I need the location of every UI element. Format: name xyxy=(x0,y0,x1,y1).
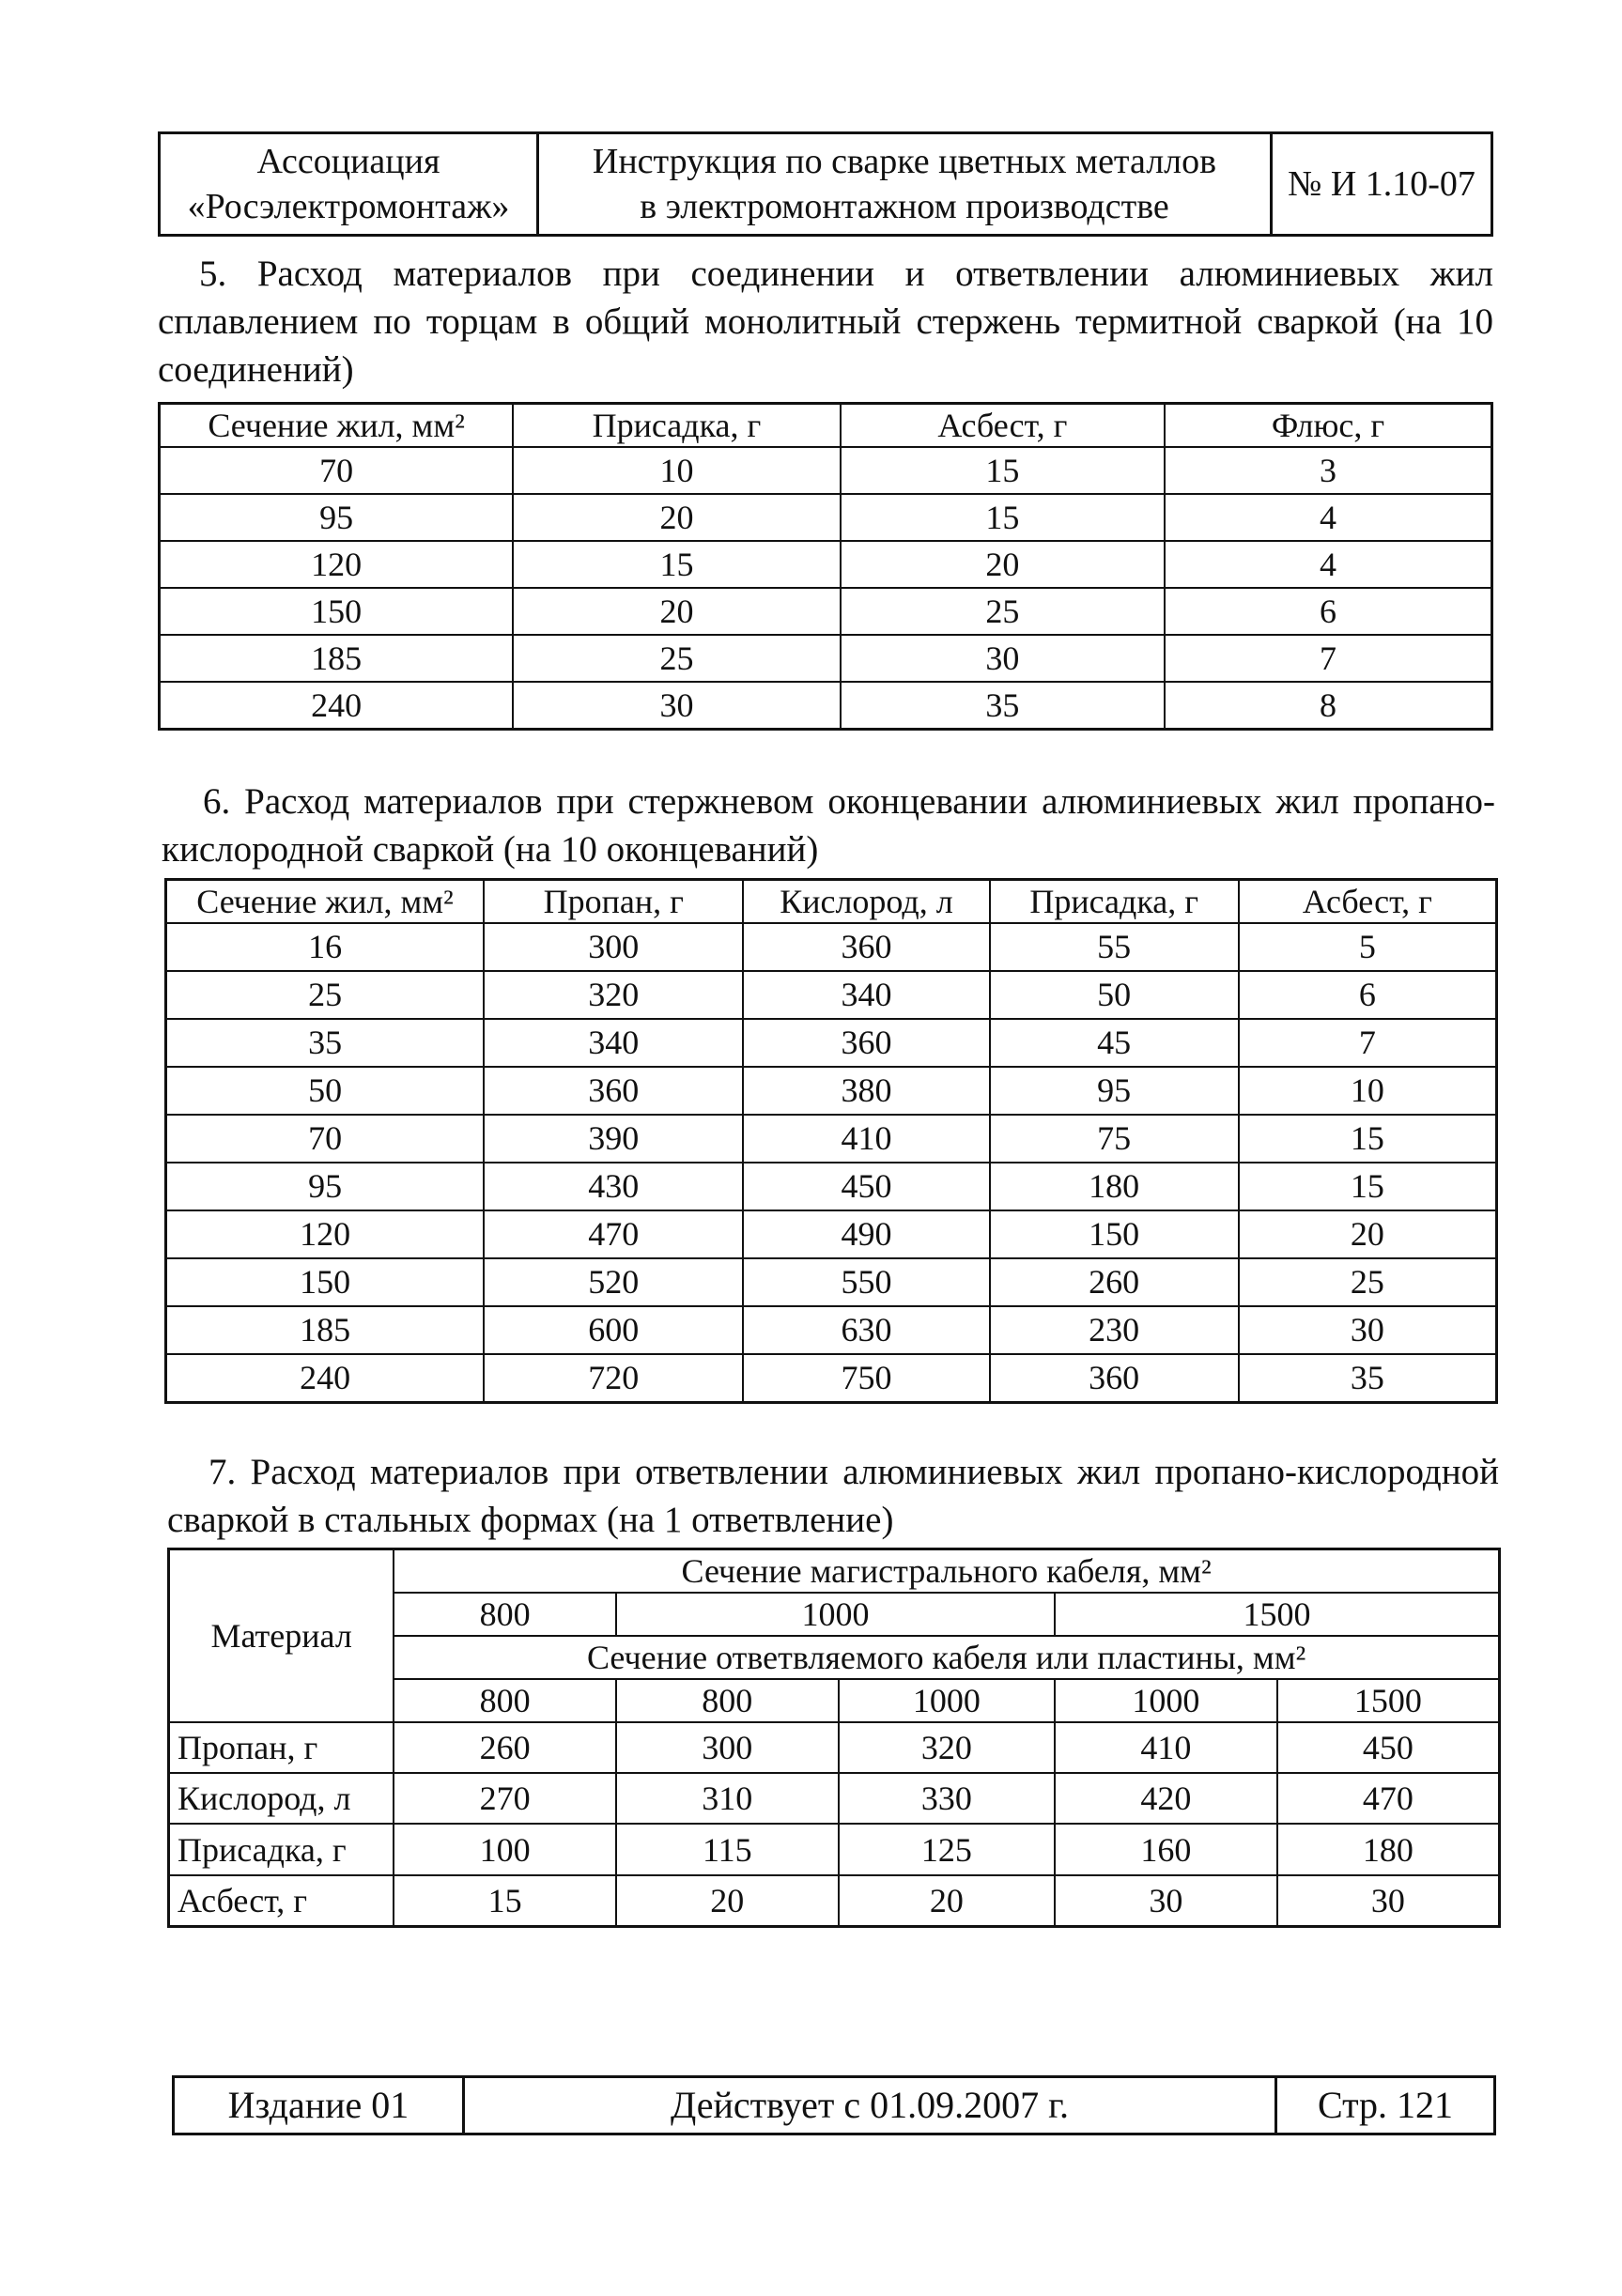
table-cell: 95 xyxy=(990,1067,1239,1115)
section-7-heading: 7. Расход материалов при ответвлении алюминиевых жил пропано-кислородной сваркой в стальных формах (на 1 ответвление) xyxy=(167,1452,1499,1540)
table-cell: 420 xyxy=(1055,1773,1277,1824)
edition-label: Издание 01 xyxy=(174,2077,464,2134)
table-cell: 15 xyxy=(1239,1163,1497,1210)
document-title-line-1: Инструкция по сварке цветных металлов xyxy=(592,142,1217,181)
table-cell: 120 xyxy=(166,1210,485,1258)
table-cell: 470 xyxy=(484,1210,743,1258)
table-cell: 20 xyxy=(616,1875,839,1927)
section-6-heading: 6. Расход материалов при стержневом оконцевании алюминиевых жил пропано-кислородной сваркой (на 10 оконцеваний) xyxy=(162,781,1495,870)
table-cell: 260 xyxy=(394,1722,616,1773)
branch-section-value: 800 xyxy=(616,1679,839,1722)
table-cell: 20 xyxy=(1239,1210,1497,1258)
table-cell: 240 xyxy=(166,1354,485,1403)
table-header-row xyxy=(166,880,1497,924)
table-row xyxy=(160,588,1492,635)
table-row xyxy=(169,1824,1500,1874)
table-cell: 490 xyxy=(743,1210,989,1258)
column-header: Асбест, г xyxy=(841,404,1165,448)
table-cell: 450 xyxy=(743,1163,989,1210)
main-cable-section-header: Сечение магистрального кабеля, мм² xyxy=(394,1549,1499,1594)
table-row xyxy=(166,1354,1497,1403)
section-5-table xyxy=(158,402,1493,731)
material-label: Присадка, г xyxy=(169,1824,394,1874)
table-cell: 450 xyxy=(1277,1722,1500,1773)
table-cell: 10 xyxy=(1239,1067,1497,1115)
table-cell: 410 xyxy=(1055,1722,1277,1773)
section-6-table xyxy=(164,878,1498,1404)
table-cell: 720 xyxy=(484,1354,743,1403)
organization-line-1: Ассоциация xyxy=(256,142,440,181)
table-row xyxy=(169,1722,1500,1773)
table-cell: 320 xyxy=(484,971,743,1019)
organization-name xyxy=(160,133,538,236)
section-5-heading: 5. Расход материалов при соединении и ответвлении алюминиевых жил сплавлением по торцам в общий монолитный стержень термитной сваркой (на 10 соединений) xyxy=(158,254,1493,390)
table-row xyxy=(160,447,1492,494)
document-footer xyxy=(172,2075,1496,2135)
table-cell: 100 xyxy=(394,1824,616,1874)
column-header: Присадка, г xyxy=(990,880,1239,924)
branch-section-value: 1500 xyxy=(1277,1679,1500,1722)
table-cell: 55 xyxy=(990,923,1239,971)
table-row xyxy=(169,1875,1500,1927)
table-cell: 380 xyxy=(743,1067,989,1115)
table-cell: 50 xyxy=(166,1067,485,1115)
table-cell: 310 xyxy=(616,1773,839,1824)
table-cell: 300 xyxy=(616,1722,839,1773)
table-row xyxy=(166,971,1497,1019)
table-cell: 360 xyxy=(484,1067,743,1115)
organization-line-2: «Росэлектромонтаж» xyxy=(187,187,510,226)
table-cell: 360 xyxy=(743,1019,989,1067)
section-6-table-body xyxy=(166,923,1497,1403)
column-header: Сечение жил, мм² xyxy=(160,404,514,448)
table-row xyxy=(166,1115,1497,1163)
table-row xyxy=(166,1019,1497,1067)
section-7-table-body xyxy=(169,1722,1500,1927)
main-section-value: 1000 xyxy=(616,1593,1055,1636)
table-cell: 185 xyxy=(166,1306,485,1354)
table-row xyxy=(166,1163,1497,1210)
table-row xyxy=(169,1773,1500,1824)
table-cell: 25 xyxy=(841,588,1165,635)
table-cell: 20 xyxy=(841,541,1165,588)
branch-cable-section-header: Сечение ответвляемого кабеля или пластины, мм² xyxy=(394,1636,1499,1679)
table-row xyxy=(166,1306,1497,1354)
table-cell: 300 xyxy=(484,923,743,971)
table-cell: 430 xyxy=(484,1163,743,1210)
document-title-line-2: в электромонтажном производстве xyxy=(640,187,1169,226)
table-cell: 20 xyxy=(513,588,840,635)
table-cell: 45 xyxy=(990,1019,1239,1067)
table-cell: 550 xyxy=(743,1258,989,1306)
table-cell: 160 xyxy=(1055,1824,1277,1874)
table-cell: 230 xyxy=(990,1306,1239,1354)
table-cell: 30 xyxy=(841,635,1165,682)
page-number: Стр. 121 xyxy=(1276,2077,1495,2134)
document-header xyxy=(158,131,1493,237)
table-header-row xyxy=(169,1549,1500,1594)
table-cell: 35 xyxy=(1239,1354,1497,1403)
table-cell: 150 xyxy=(160,588,514,635)
table-cell: 180 xyxy=(990,1163,1239,1210)
table-cell: 25 xyxy=(513,635,840,682)
table-row xyxy=(166,923,1497,971)
table-cell: 70 xyxy=(166,1115,485,1163)
table-cell: 4 xyxy=(1165,494,1491,541)
table-cell: 70 xyxy=(160,447,514,494)
table-cell: 4 xyxy=(1165,541,1491,588)
table-cell: 600 xyxy=(484,1306,743,1354)
table-row xyxy=(160,494,1492,541)
table-cell: 8 xyxy=(1165,682,1491,730)
table-cell: 30 xyxy=(1239,1306,1497,1354)
table-cell: 270 xyxy=(394,1773,616,1824)
table-cell: 150 xyxy=(990,1210,1239,1258)
material-label: Кислород, л xyxy=(169,1773,394,1824)
table-cell: 340 xyxy=(743,971,989,1019)
material-label: Асбест, г xyxy=(169,1875,394,1927)
table-cell: 25 xyxy=(166,971,485,1019)
table-cell: 125 xyxy=(839,1824,1055,1874)
table-cell: 150 xyxy=(166,1258,485,1306)
table-cell: 6 xyxy=(1239,971,1497,1019)
table-cell: 30 xyxy=(1277,1875,1500,1927)
table-cell: 15 xyxy=(1239,1115,1497,1163)
table-row xyxy=(160,541,1492,588)
table-row xyxy=(160,682,1492,730)
section-5-table-body xyxy=(160,447,1492,730)
column-header: Флюс, г xyxy=(1165,404,1491,448)
table-cell: 320 xyxy=(839,1722,1055,1773)
table-cell: 15 xyxy=(513,541,840,588)
table-row xyxy=(166,1210,1497,1258)
table-cell: 340 xyxy=(484,1019,743,1067)
table-cell: 30 xyxy=(513,682,840,730)
table-cell: 20 xyxy=(839,1875,1055,1927)
column-header: Асбест, г xyxy=(1239,880,1497,924)
table-cell: 95 xyxy=(166,1163,485,1210)
table-cell: 120 xyxy=(160,541,514,588)
table-cell: 75 xyxy=(990,1115,1239,1163)
table-cell: 330 xyxy=(839,1773,1055,1824)
table-cell: 25 xyxy=(1239,1258,1497,1306)
main-section-value: 1500 xyxy=(1055,1593,1499,1636)
main-section-value: 800 xyxy=(394,1593,616,1636)
column-header: Пропан, г xyxy=(484,880,743,924)
table-row xyxy=(166,1258,1497,1306)
table-cell: 20 xyxy=(513,494,840,541)
table-cell: 15 xyxy=(841,447,1165,494)
table-cell: 5 xyxy=(1239,923,1497,971)
table-cell: 95 xyxy=(160,494,514,541)
table-cell: 750 xyxy=(743,1354,989,1403)
branch-section-value: 1000 xyxy=(839,1679,1055,1722)
table-cell: 180 xyxy=(1277,1824,1500,1874)
table-cell: 115 xyxy=(616,1824,839,1874)
column-header: Сечение жил, мм² xyxy=(166,880,485,924)
branch-section-value: 800 xyxy=(394,1679,616,1722)
table-cell: 6 xyxy=(1165,588,1491,635)
table-cell: 390 xyxy=(484,1115,743,1163)
table-cell: 10 xyxy=(513,447,840,494)
table-cell: 240 xyxy=(160,682,514,730)
column-header: Присадка, г xyxy=(513,404,840,448)
table-row xyxy=(160,635,1492,682)
material-header: Материал xyxy=(169,1549,394,1723)
table-cell: 3 xyxy=(1165,447,1491,494)
document-title xyxy=(538,133,1272,236)
table-cell: 7 xyxy=(1165,635,1491,682)
table-cell: 360 xyxy=(743,923,989,971)
table-cell: 360 xyxy=(990,1354,1239,1403)
table-cell: 15 xyxy=(394,1875,616,1927)
table-cell: 630 xyxy=(743,1306,989,1354)
table-cell: 16 xyxy=(166,923,485,971)
table-cell: 50 xyxy=(990,971,1239,1019)
section-7-table xyxy=(167,1548,1501,1928)
column-header: Кислород, л xyxy=(743,880,989,924)
table-cell: 185 xyxy=(160,635,514,682)
branch-section-value: 1000 xyxy=(1055,1679,1277,1722)
table-cell: 30 xyxy=(1055,1875,1277,1927)
table-cell: 15 xyxy=(841,494,1165,541)
table-cell: 470 xyxy=(1277,1773,1500,1824)
table-cell: 7 xyxy=(1239,1019,1497,1067)
document-number: № И 1.10-07 xyxy=(1272,133,1492,236)
table-cell: 35 xyxy=(841,682,1165,730)
table-cell: 35 xyxy=(166,1019,485,1067)
table-cell: 410 xyxy=(743,1115,989,1163)
table-cell: 520 xyxy=(484,1258,743,1306)
table-row xyxy=(166,1067,1497,1115)
table-header-row xyxy=(160,404,1492,448)
table-cell: 260 xyxy=(990,1258,1239,1306)
material-label: Пропан, г xyxy=(169,1722,394,1773)
effective-date: Действует с 01.09.2007 г. xyxy=(464,2077,1276,2134)
